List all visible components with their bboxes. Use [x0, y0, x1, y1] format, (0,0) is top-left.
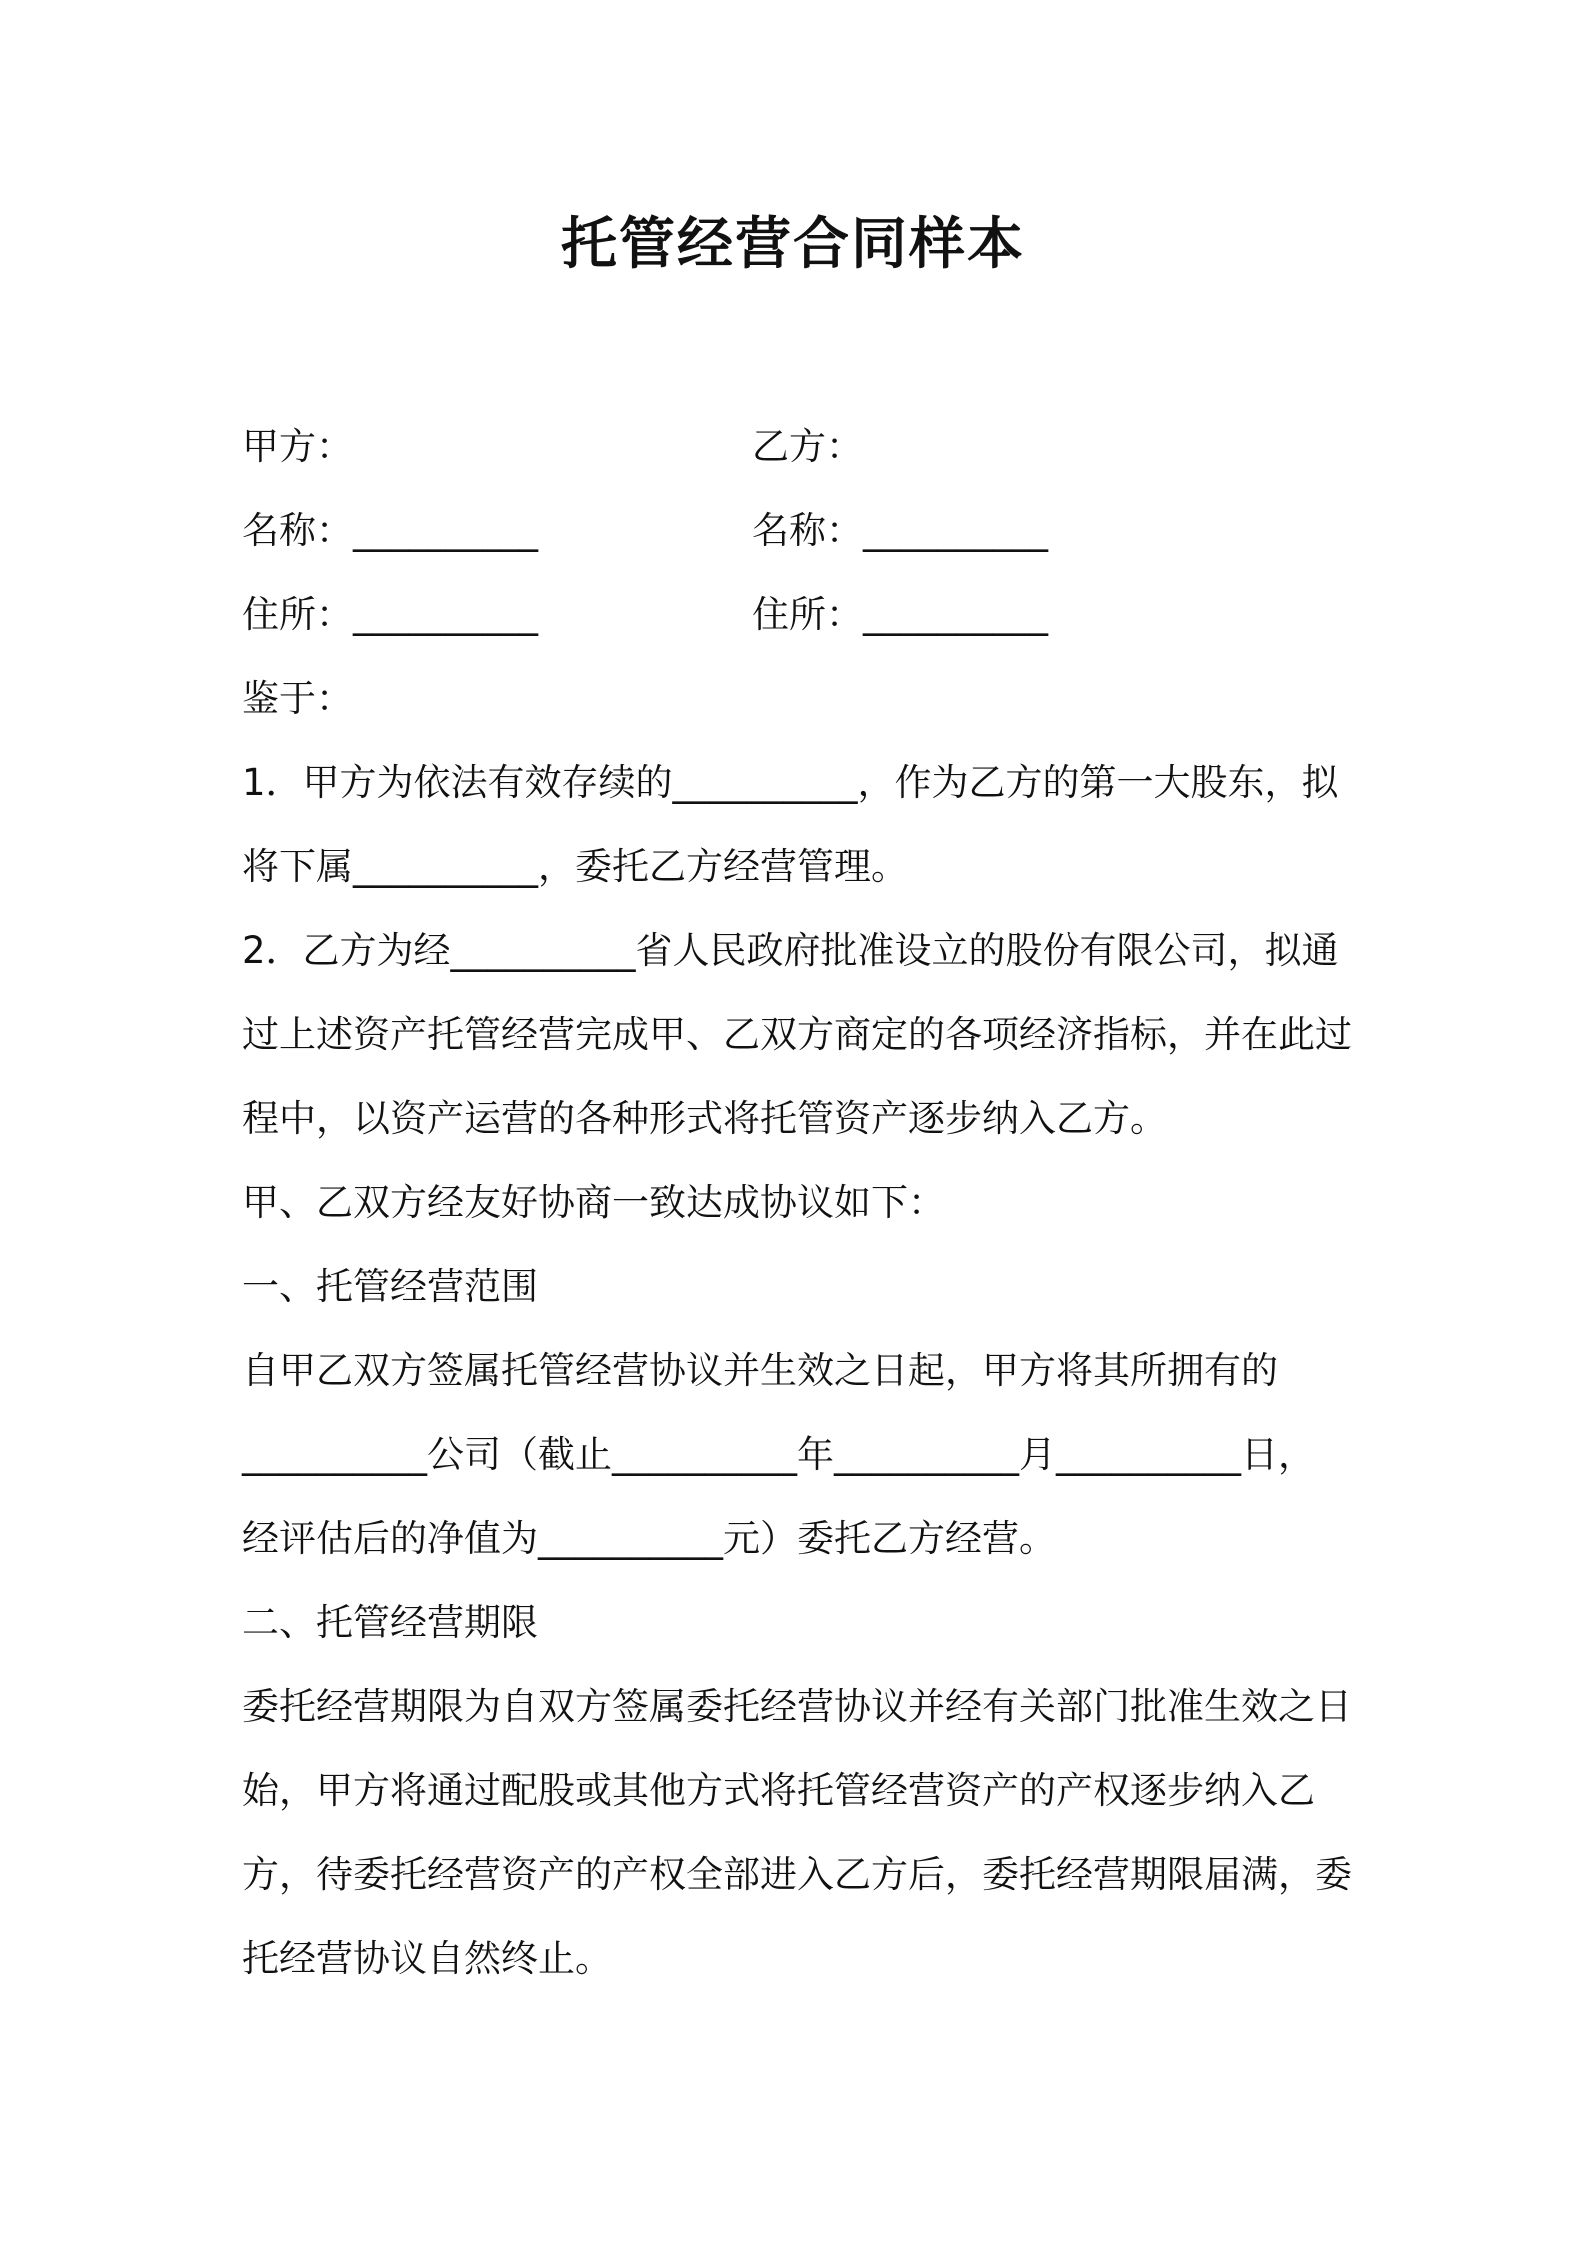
- whereas-label: 鉴于：: [242, 677, 353, 720]
- party-b-label: 乙方：: [752, 425, 863, 468]
- section-2-heading: 二、托管经营期限: [242, 1601, 538, 1644]
- document-title: 托管经营合同样本: [561, 212, 1025, 277]
- section-2-body: 委托经营期限为自双方签属委托经营协议并经有关部门批准生效之日始，甲方将通过配股或其他方式将托管经营资产的产权逐步纳入乙方，待委托经营资产的产权全部进入乙方后，委托经营期限届满，委托经营协议自然终止。: [242, 1685, 1352, 1980]
- section-1-line-2: __________公司（截止__________年__________月__________日，: [242, 1433, 1315, 1476]
- section-1-heading: 一、托管经营范围: [242, 1265, 538, 1308]
- clause-2: 2．乙方为经__________省人民政府批准设立的股份有限公司，拟通过上述资产托管经营完成甲、乙双方商定的各项经济指标，并在此过程中，以资产运营的各种形式将托管资产逐步纳入乙方。: [242, 929, 1352, 1140]
- party-a-label: 甲方：: [242, 425, 353, 468]
- document-body: [242, 405, 1362, 2001]
- section-1-line-3: 经评估后的净值为__________元）委托乙方经营。: [242, 1517, 1056, 1560]
- party-b-name: 名称：__________: [752, 509, 1048, 552]
- party-labels-row: [242, 405, 1362, 489]
- party-names-row: [242, 489, 1362, 573]
- agreement-intro: 甲、乙双方经友好协商一致达成协议如下：: [242, 1181, 945, 1224]
- section-1-line-1: 自甲乙双方签属托管经营协议并生效之日起，甲方将其所拥有的: [242, 1349, 1278, 1392]
- party-a-address: 住所：__________: [242, 593, 538, 636]
- party-addresses-row: [242, 573, 1362, 657]
- party-b-address: 住所：__________: [752, 593, 1048, 636]
- party-a-name: 名称：__________: [242, 509, 538, 552]
- clause-1: 1．甲方为依法有效存续的__________，作为乙方的第一大股东，拟将下属__________，委托乙方经营管理。: [242, 761, 1339, 888]
